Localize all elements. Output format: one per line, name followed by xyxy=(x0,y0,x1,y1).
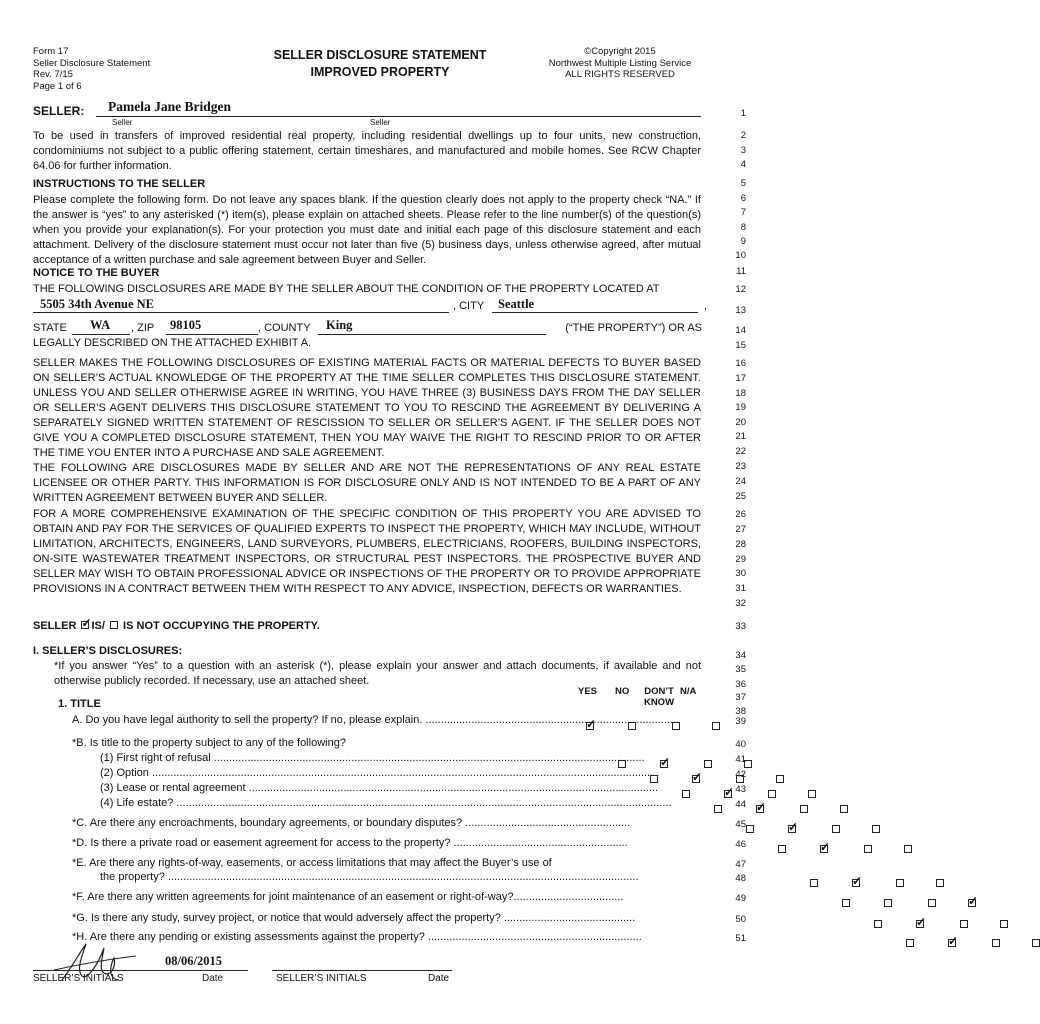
zip-value[interactable]: 98105 xyxy=(170,318,202,332)
answer-dont-know-checkbox[interactable] xyxy=(672,722,680,730)
answer-no-checkbox[interactable] xyxy=(852,879,860,887)
notice-line1: THE FOLLOWING DISCLOSURES ARE MADE BY THE SELLER ABOUT THE CONDITION OF THE PROPERTY LOCATED AT xyxy=(33,283,660,295)
property-label: (“THE PROPERTY”) OR AS xyxy=(565,322,702,334)
question-text: *E. Are there any rights-of-way, easements, or access limitations that may affect the Buyer’s use of xyxy=(72,857,552,869)
line-number: 25 xyxy=(735,491,746,502)
line-number: 51 xyxy=(735,933,746,944)
line-number: 12 xyxy=(735,284,746,295)
line-number: 22 xyxy=(735,446,746,457)
line-number: 43 xyxy=(735,784,746,795)
notice-title: NOTICE TO THE BUYER xyxy=(33,267,160,279)
answer-dont-know-checkbox[interactable] xyxy=(704,760,712,768)
county-label: , COUNTY xyxy=(258,322,311,334)
answer-yes-checkbox[interactable] xyxy=(810,879,818,887)
answer-no-checkbox[interactable] xyxy=(756,805,764,813)
col-header-yes: YES xyxy=(578,686,598,697)
line-number: 1 xyxy=(740,108,746,119)
answer-na-checkbox[interactable] xyxy=(904,845,912,853)
city-line xyxy=(492,312,698,313)
state-label: STATE xyxy=(33,322,67,334)
line-number: 11 xyxy=(736,266,746,277)
disclosure-paragraph-1: SELLER MAKES THE FOLLOWING DISCLOSURES OF EXISTING MATERIAL FACTS OR MATERIAL DEFECTS TO BUYER BASED ON SELLER’S ACTUAL KNOWLEDGE OF THE PROPERTY AT THE TIME SELLER COMPLETES THIS DISCLOSURE STATEMENT. UNLESS YOU AND SELLER OTHERWISE AGREE IN WRITING, YOU HAVE THREE (3) BUSINESS DAYS FROM THE DAY SELLER OR SELLER’S AGENT DELIVERS THIS DISCLOSURE STATEMENT TO YOU TO RESCIND THE AGREEMENT BY DELIVERING A SEPARATELY SIGNED WRITTEN STATEMENT OF RESCISSION TO SELLER OR SELLER’S AGENT. IF THE SELLER DOES NOT GIVE YOU A COMPLETED DISCLOSURE STATEMENT, THEN YOU MAY WAIVE THE RIGHT TO RESCIND PRIOR TO OR AFTER THE TIME YOU ENTER INTO A PURCHASE AND SALE AGREEMENT. xyxy=(33,357,701,459)
answer-dont-know-checkbox[interactable] xyxy=(800,805,808,813)
occupying-statement: SELLER ✓ IS/ IS NOT OCCUPYING THE PROPERTY. xyxy=(33,620,320,632)
answer-yes-checkbox[interactable] xyxy=(778,845,786,853)
question-text: A. Do you have legal authority to sell the property? If no, please explain. ................................................................................... xyxy=(72,714,680,726)
line-number: 47 xyxy=(735,859,746,870)
answer-na-checkbox[interactable] xyxy=(872,825,880,833)
state-line xyxy=(72,334,130,335)
answer-no-checkbox[interactable] xyxy=(724,790,732,798)
line-number: 50 xyxy=(735,914,746,925)
line-number: 8 xyxy=(740,222,746,233)
line-number: 34 xyxy=(735,650,746,661)
initials-label-2: SELLER’S INITIALS xyxy=(276,973,367,984)
line-number: 33 xyxy=(735,621,746,632)
seller-name[interactable]: Pamela Jane Bridgen xyxy=(108,99,231,114)
line-number: 23 xyxy=(735,461,746,472)
line-number: 4 xyxy=(740,159,746,170)
answer-yes-checkbox[interactable] xyxy=(842,899,850,907)
answer-no-checkbox[interactable] xyxy=(820,845,828,853)
legal-description: LEGALLY DESCRIBED ON THE ATTACHED EXHIBIT A. xyxy=(33,337,312,349)
line-number: 24 xyxy=(735,476,746,487)
question-text: *F. Are there any written agreements for joint maintenance of an easement or right-of-way?.................................... xyxy=(72,891,624,903)
answer-no-checkbox[interactable] xyxy=(948,939,956,947)
question-text: (3) Lease or rental agreement ...................................................................................................................................... xyxy=(100,782,659,794)
line-number: 31 xyxy=(735,583,746,594)
zip-line xyxy=(166,334,258,335)
initials-line-2 xyxy=(272,970,452,971)
answer-na-checkbox[interactable] xyxy=(744,760,752,768)
state-value[interactable]: WA xyxy=(90,318,111,332)
zip-label: , ZIP xyxy=(131,322,155,334)
question-text: *B. Is title to the property subject to any of the following? xyxy=(72,737,346,749)
instructions-text: Please complete the following form. Do not leave any spaces blank. If the question clearly does not apply to the property check “NA.” If the answer is “yes” to any asterisked (*) item(s), please explain on attached sheets. Please refer to the line number(s) of the question(s) when you provide your explanation(s). For your protection you must date and initial each page of this disclosure statement and each attachment. Delivery of the disclosure statement must occur not later than five (5) business days, unless otherwise agreed, after mutual acceptance of a written purchase and sale agreement between Buyer and Seller. xyxy=(33,194,701,266)
answer-na-checkbox[interactable] xyxy=(968,899,976,907)
city-value[interactable]: Seattle xyxy=(498,297,535,311)
answer-dont-know-checkbox[interactable] xyxy=(864,845,872,853)
line-number: 17 xyxy=(735,373,746,384)
form-revision: Rev. 7/15 xyxy=(33,69,73,80)
line-number: 41 xyxy=(735,754,746,765)
address-line xyxy=(33,312,449,313)
answer-dont-know-checkbox[interactable] xyxy=(992,939,1000,947)
seller-sublabel-2: Seller xyxy=(370,118,391,127)
answer-dont-know-checkbox[interactable] xyxy=(896,879,904,887)
disclosure-paragraph-3: FOR A MORE COMPREHENSIVE EXAMINATION OF THE SPECIFIC CONDITION OF THIS PROPERTY YOU ARE ADVISED TO OBTAIN AND PAY FOR THE SERVICES OF QUALIFIED EXPERTS TO INSPECT THE PROPERTY, WHICH MAY INCLUDE, WITHOUT LIMITATION, ARCHITECTS, ENGINEERS, LAND SURVEYORS, PLUMBERS, ELECTRICIANS, ROOFERS, BUILDING INSPECTORS, ON-SITE WASTEWATER TREATMENT INSPECTORS, OR STRUCTURAL PEST INSPECTORS. THE PROSPECTIVE BUYER AND SELLER MAY WISH TO OBTAIN PROFESSIONAL ADVICE OR INSPECTIONS OF THE PROPERTY OR TO PROVIDE APPROPRIATE PROVISIONS IN A CONTRACT BETWEEN THEM WITH RESPECT TO ANY ADVICE, INSPECTION, DEFECTS OR WARRANTIES. xyxy=(33,508,701,595)
answer-yes-checkbox[interactable] xyxy=(906,939,914,947)
question-text: (4) Life estate? .................................................................................................................................................................. xyxy=(100,797,672,809)
line-number: 10 xyxy=(735,250,746,261)
answer-na-checkbox[interactable] xyxy=(1000,920,1008,928)
line-number: 28 xyxy=(735,539,746,550)
occupying-is-checkbox[interactable] xyxy=(81,621,89,629)
item-title: 1. TITLE xyxy=(58,698,101,710)
line-number: 46 xyxy=(735,839,746,850)
answer-dont-know-checkbox[interactable] xyxy=(736,775,744,783)
page-number: Page 1 of 6 xyxy=(33,80,82,92)
copyright-block: ©Copyright 2015 Northwest Multiple Listing Service ALL RIGHTS RESERVED xyxy=(548,46,692,80)
line-number: 49 xyxy=(735,893,746,904)
line-number: 20 xyxy=(735,417,746,428)
line-number: 32 xyxy=(735,598,746,609)
answer-no-checkbox[interactable] xyxy=(692,775,700,783)
question-text: *C. Are there any encroachments, boundary agreements, or boundary disputes? ...................................................... xyxy=(72,817,631,829)
answer-dont-know-checkbox[interactable] xyxy=(960,920,968,928)
line-number: 21 xyxy=(735,431,746,442)
section-title: I. SELLER’S DISCLOSURES: xyxy=(33,645,183,657)
answer-dont-know-checkbox[interactable] xyxy=(832,825,840,833)
line-number: 44 xyxy=(735,799,746,810)
answer-na-checkbox[interactable] xyxy=(808,790,816,798)
question-text: *H. Are there any pending or existing assessments against the property? ...................................................................... xyxy=(72,931,642,943)
line-number: 26 xyxy=(735,509,746,520)
question-text: (1) First right of refusal ............................................................................................................................................. xyxy=(100,752,645,764)
line-number: 18 xyxy=(735,388,746,399)
col-header-na: N/A xyxy=(680,686,697,697)
line-number: 9 xyxy=(740,236,746,247)
answer-no-checkbox[interactable] xyxy=(788,825,796,833)
answer-no-checkbox[interactable] xyxy=(628,722,636,730)
line-number: 2 xyxy=(740,130,746,141)
instructions-title: INSTRUCTIONS TO THE SELLER xyxy=(33,178,206,190)
question-text: the property? .......................................................................................................................................................... xyxy=(100,871,639,883)
address-value[interactable]: 5505 34th Avenue NE xyxy=(40,297,155,311)
answer-na-checkbox[interactable] xyxy=(1032,939,1040,947)
seller-sublabel-1: Seller xyxy=(112,118,133,127)
line-number: 5 xyxy=(740,178,746,189)
initials-date-value[interactable]: 08/06/2015 xyxy=(165,954,222,968)
line-number: 35 xyxy=(735,664,746,675)
question-text: *D. Is there a private road or easement agreement for access to the property? ......................................................... xyxy=(72,837,628,849)
line-number: 48 xyxy=(735,873,746,884)
question-text: (2) Option ...................................................................................................................................................................... xyxy=(100,767,660,779)
initials-label-1: SELLER’S INITIALS xyxy=(33,973,124,984)
line-number: 36 xyxy=(735,679,746,690)
answer-no-checkbox[interactable] xyxy=(884,899,892,907)
line-number: 27 xyxy=(735,524,746,535)
col-header-dont-know: DON’T KNOW xyxy=(643,686,675,708)
form-number: Form 17 xyxy=(33,46,69,57)
answer-na-checkbox[interactable] xyxy=(840,805,848,813)
answer-na-checkbox[interactable] xyxy=(776,775,784,783)
line-number: 14 xyxy=(735,325,746,336)
line-number: 45 xyxy=(735,819,746,830)
intro-text: To be used in transfers of improved residential real property, including residential dwellings up to four units, new construction, condominiums not subject to a public offering statement, certain timeshares, and manufactured and mobile homes. See RCW Chapter 64.06 for further information. xyxy=(33,130,701,172)
line-number: 29 xyxy=(735,554,746,565)
initials-line-1 xyxy=(33,970,248,971)
line-number: 38 xyxy=(735,706,746,717)
answer-no-checkbox[interactable] xyxy=(660,760,668,768)
section-note: *If you answer “Yes” to a question with an asterisk (*), please explain your answer and attach documents, if available and not otherwise publicly recorded. If necessary, use an attached sheet. xyxy=(54,660,701,687)
line-number: 7 xyxy=(740,207,746,218)
date-label-1: Date xyxy=(202,973,224,984)
answer-dont-know-checkbox[interactable] xyxy=(928,899,936,907)
answer-na-checkbox[interactable] xyxy=(936,879,944,887)
line-number: 40 xyxy=(735,739,746,750)
answer-yes-checkbox[interactable] xyxy=(746,825,754,833)
line-number: 42 xyxy=(735,769,746,780)
line-number: 37 xyxy=(735,692,746,703)
county-value[interactable]: King xyxy=(326,318,353,332)
line-number: 6 xyxy=(740,193,746,204)
page-title: SELLER DISCLOSURE STATEMENT IMPROVED PROPERTY xyxy=(273,48,487,79)
answer-no-checkbox[interactable] xyxy=(916,920,924,928)
line-number: 15 xyxy=(735,340,746,351)
line-number: 39 xyxy=(735,716,746,727)
line-number: 19 xyxy=(735,402,746,413)
occupying-is-not-checkbox[interactable] xyxy=(110,621,118,629)
disclosure-paragraph-2: THE FOLLOWING ARE DISCLOSURES MADE BY SELLER AND ARE NOT THE REPRESENTATIONS OF ANY REAL ESTATE LICENSEE OR OTHER PARTY. THIS INFORMATION IS FOR DISCLOSURE ONLY AND IS NOT INTENDED TO BE A PART OF ANY WRITTEN AGREEMENT BETWEEN BUYER AND SELLER. xyxy=(33,462,701,504)
form-name: Seller Disclosure Statement xyxy=(33,57,151,69)
col-header-no: NO xyxy=(615,686,630,697)
line-number: 16 xyxy=(735,358,746,369)
answer-yes-checkbox[interactable] xyxy=(714,805,722,813)
line-number: 3 xyxy=(740,145,746,156)
seller-label: SELLER: xyxy=(33,104,85,118)
answer-na-checkbox[interactable] xyxy=(712,722,720,730)
seller-line xyxy=(96,116,701,117)
form-id-block xyxy=(33,46,150,92)
date-label-2: Date xyxy=(428,973,450,984)
county-line xyxy=(318,334,546,335)
answer-dont-know-checkbox[interactable] xyxy=(768,790,776,798)
line-number: 13 xyxy=(735,305,746,316)
answer-yes-checkbox[interactable] xyxy=(682,790,690,798)
line-number: 30 xyxy=(735,568,746,579)
city-label: , CITY xyxy=(453,300,485,312)
question-text: *G. Is there any study, survey project, or notice that would adversely affect the property? ........................................... xyxy=(72,912,636,924)
answer-yes-checkbox[interactable] xyxy=(586,722,594,730)
answer-yes-checkbox[interactable] xyxy=(874,920,882,928)
